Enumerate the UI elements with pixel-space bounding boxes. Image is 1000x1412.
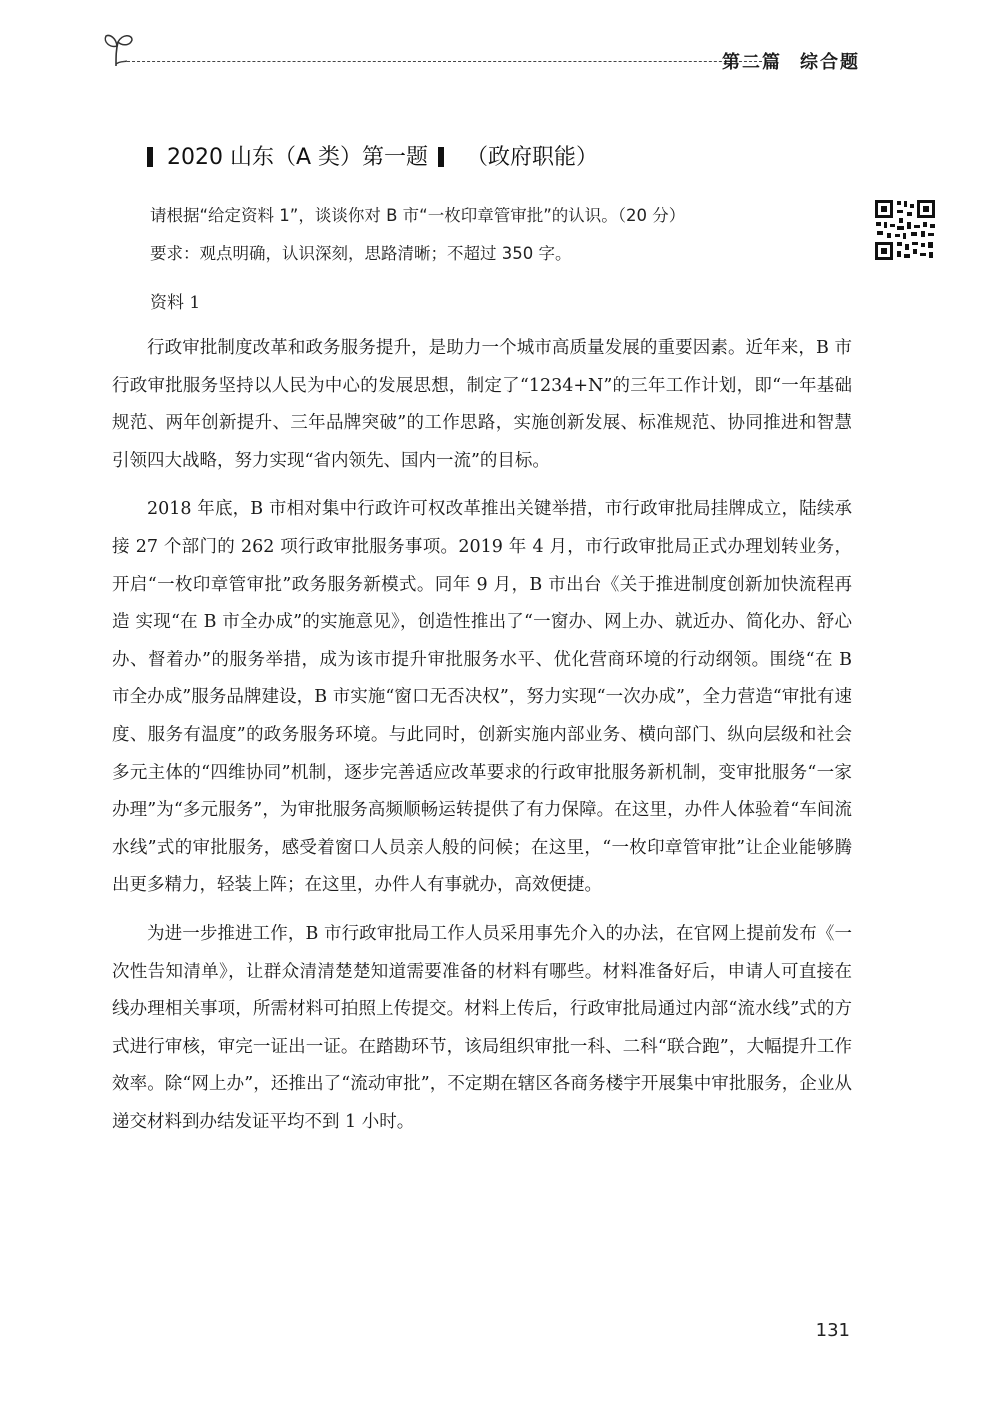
material-body [112, 330, 852, 1152]
paragraph: 2018 年底，B 市相对集中行政许可权改革推出关键举措，市行政审批局挂牌成立，陆续承接 27 个部门的 262 项行政审批服务事项。2019 年 4 月，市行政审批局正式办理划转业务，开启“一枚印章管审批”政务服务新模式。同年 9 月，B 市出台《关于推进制度创新加快流程再造 实现“在 B 市全办成”的实施意见》，创造性推出了“一窗办、网上办、就近办、简化办、舒心办、督着办”的服务举措，成为该市提升审批服务水平、优化营商环境的行动纲领。围绕“在 B 市全办成”服务品牌建设，B 市实施“窗口无否决权”，努力实现“一次办成”，全力营造“审批有速度、服务有温度”的政务服务环境。与此同时，创新实施内部业务、横向部门、纵向层级和社会多元主体的“四维协同”机制，逐步完善适应改革要求的行政审批服务新机制，变审批服务“一家办理”为“多元服务”，为审批服务高频顺畅运转提供了有力保障。在这里，办件人体验着“车间流水线”式的审批服务，感受着窗口人员亲人般的问候；在这里，“一枚印章管审批”让企业能够腾出更多精力，轻装上阵；在这里，办件人有事就办，高效便捷。 [112, 499, 852, 896]
paragraph: 为进一步推进工作，B 市行政审批局工作人员采用事先介入的办法，在官网上提前发布《一次性告知清单》，让群众清清楚楚知道需要准备的材料有哪些。材料准备好后，申请人可直接在线办理相关事项，所需材料可拍照上传提交。材料上传后，行政审批局通过内部“流水线”式的方式进行审核，审完一证出一证。在踏勘环节，该局组织审批一科、二科“联合跑”，大幅提升工作效率。除“网上办”，还推出了“流动审批”，不定期在辖区各商务楼宇开展集中审批服务，企业从递交材料到办结发证平均不到 1 小时。 [112, 923, 852, 1132]
material-label: 资料 1 [150, 293, 201, 313]
question-prompt: 请根据“给定资料 1”，谈谈你对 B 市“一枚印章管审批”的认识。（20 分） [150, 206, 686, 225]
paragraph: 行政审批制度改革和政务服务提升，是助力一个城市高质量发展的重要因素。近年来，B 市行政审批服务坚持以人民为中心的发展思想，制定了“1234+N”的三年工作计划，即“一年基础规范、两年创新提升、三年品牌突破”的工作思路，实施创新发展、标准规范、协同推进和智慧引领四大战略，努力实现“省内领先、国内一流”的目标。 [112, 338, 852, 471]
part-label: 第二篇 [722, 52, 782, 73]
question-heading [147, 140, 598, 171]
heading-bar-right [438, 147, 444, 167]
sprout-icon [100, 28, 136, 68]
question-requirement: 要求：观点明确，认识深刻，思路清晰；不超过 350 字。 [150, 244, 572, 263]
page-header [100, 28, 860, 73]
page-number: 131 [815, 1320, 850, 1341]
question-source: 2020 山东（A 类）第一题 [167, 145, 429, 170]
qr-code-icon [873, 198, 937, 262]
heading-bar-left [147, 147, 153, 167]
question-topic: （政府职能） [466, 145, 599, 170]
header-rule [122, 61, 762, 62]
section-label: 综合题 [800, 52, 860, 73]
section-title [722, 48, 860, 74]
